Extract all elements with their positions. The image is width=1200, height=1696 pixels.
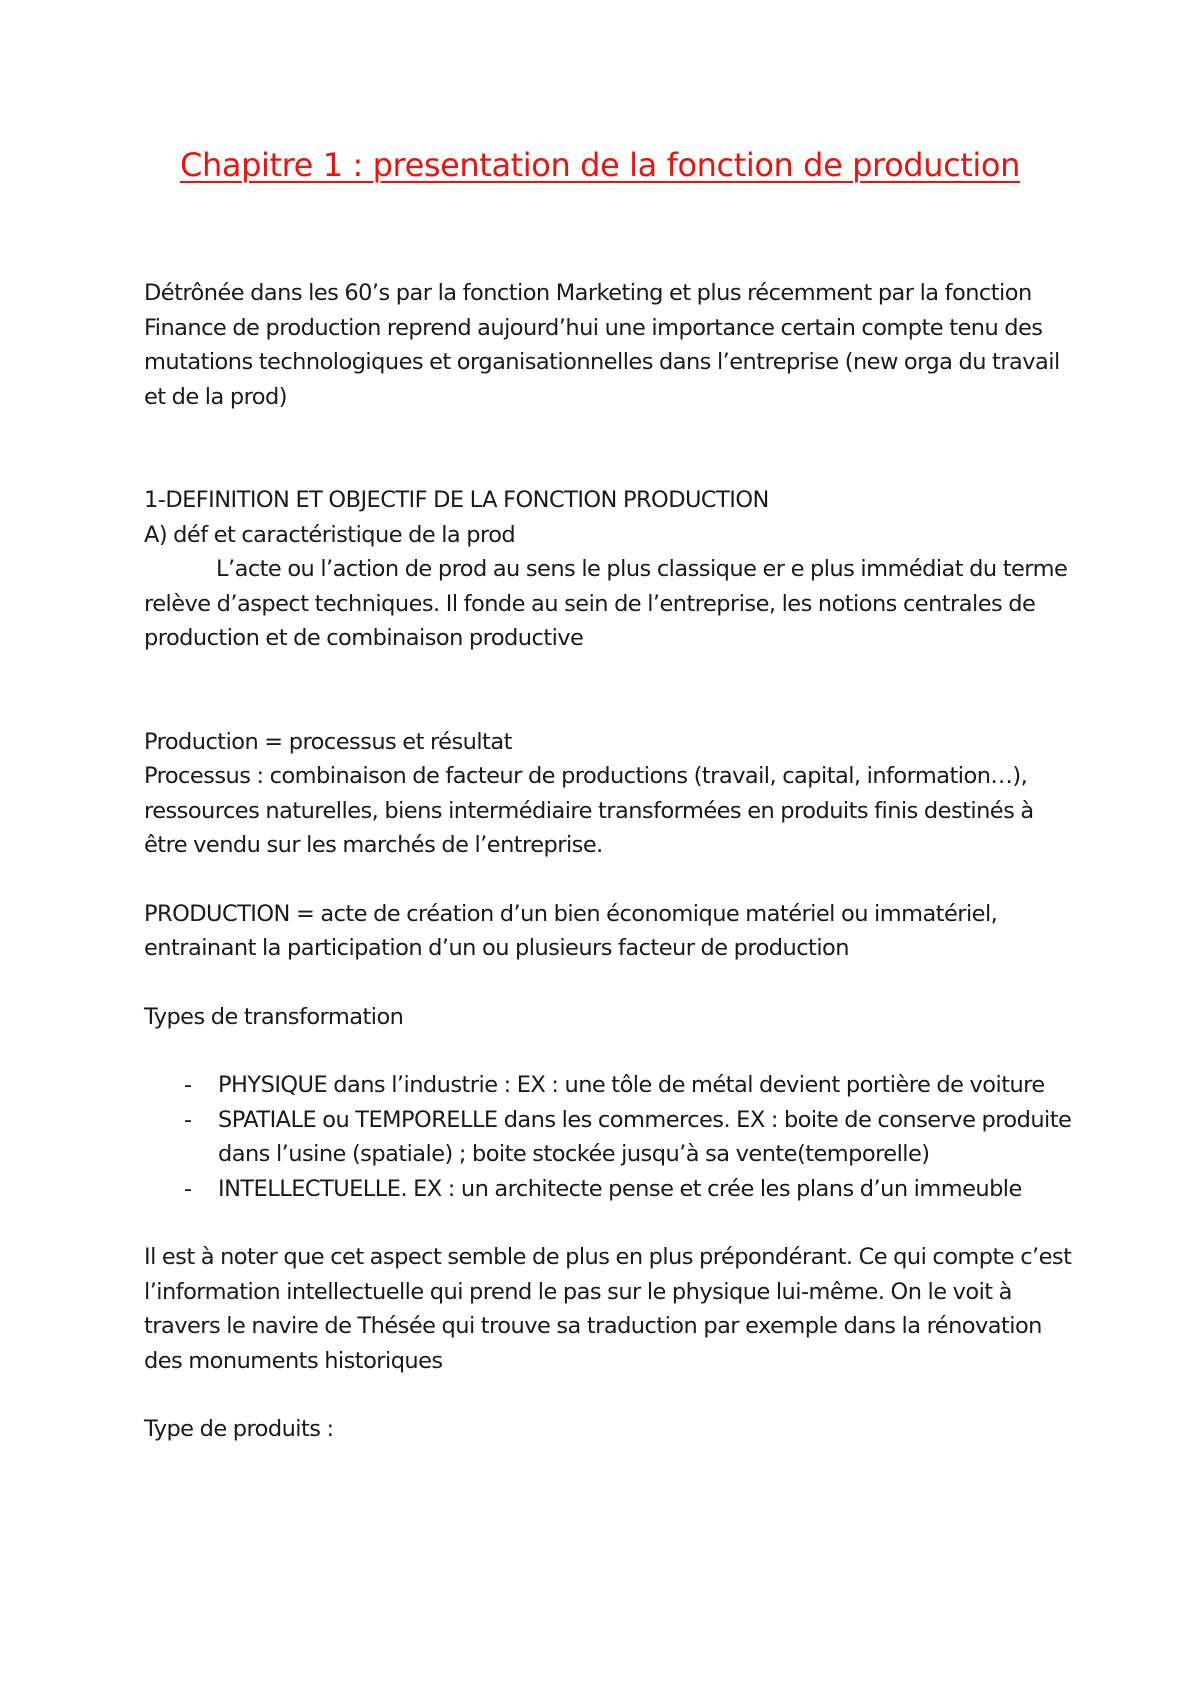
production-line: Production = processus et résultat bbox=[144, 728, 512, 755]
bullet-dash: - bbox=[184, 1175, 192, 1202]
types-heading: Types de transformation bbox=[144, 1003, 404, 1030]
spacer bbox=[144, 656, 1074, 725]
spacer bbox=[144, 863, 1074, 897]
intro-paragraph: Détrônée dans les 60’s par la fonction Marketing et plus récemment par la fonction Finance de production reprend aujourd’hui une importance certain compte tenu des mutations technologiques et organisationnelles dans l’entreprise (new orga du travail et de la prod) bbox=[144, 280, 1060, 410]
bullet-dash: - bbox=[184, 1106, 192, 1133]
list-item-text: PHYSIQUE dans l’industrie : EX : une tôle de métal devient portière de voiture bbox=[218, 1072, 1045, 1098]
list-item bbox=[144, 1172, 1074, 1207]
spacer bbox=[144, 414, 1074, 483]
bullet-dash: - bbox=[184, 1072, 192, 1098]
list-item bbox=[144, 1068, 1074, 1103]
note-paragraph: Il est à noter que cet aspect semble de plus en plus prépondérant. Ce qui compte c’est l’information intellectuelle qui prend le pas sur le physique lui-même. On le voit à travers le navire de Thésée qui trouve sa traduction par exemple dans la rénovation des monuments historiques bbox=[144, 1244, 1072, 1374]
list-item-text: SPATIALE ou TEMPORELLE dans les commerces. EX : boite de conserve produite dans l’usine (spatiale) ; boite stockée jusqu’à sa vente(temporelle) bbox=[218, 1106, 1072, 1167]
transformation-list bbox=[144, 1068, 1074, 1206]
subsection-heading: A) déf et caractéristique de la prod bbox=[144, 521, 516, 548]
list-item bbox=[144, 1103, 1074, 1172]
spacer bbox=[144, 1378, 1074, 1412]
processus-paragraph: Processus : combinaison de facteur de productions (travail, capital, information…), ressources naturelles, biens intermédiaire transformées en produits finis destinés à être vendu sur les marchés de l’entreprise. bbox=[144, 763, 1034, 858]
document-body bbox=[144, 276, 1074, 1447]
section-heading: 1-DEFINITION ET OBJECTIF DE LA FONCTION PRODUCTION bbox=[144, 487, 769, 513]
spacer bbox=[144, 1206, 1074, 1240]
list-item-text: INTELLECTUELLE. EX : un architecte pense et crée les plans d’un immeuble bbox=[218, 1175, 1022, 1202]
chapter-title: Chapitre 1 : presentation de la fonction de production bbox=[180, 146, 1020, 184]
spacer bbox=[144, 1034, 1074, 1068]
subsection-paragraph: L’acte ou l’action de prod au sens le plus classique er e plus immédiat du terme relève d’aspect techniques. Il fonde au sein de l’entreprise, les notions centrales de production et de combinaison productive bbox=[144, 556, 1068, 651]
spacer bbox=[144, 966, 1074, 1000]
production-definition: PRODUCTION = acte de création d’un bien économique matériel ou immatériel, entrainant la participation d’un ou plusieurs facteur de production bbox=[144, 900, 998, 961]
products-heading: Type de produits : bbox=[144, 1416, 334, 1442]
